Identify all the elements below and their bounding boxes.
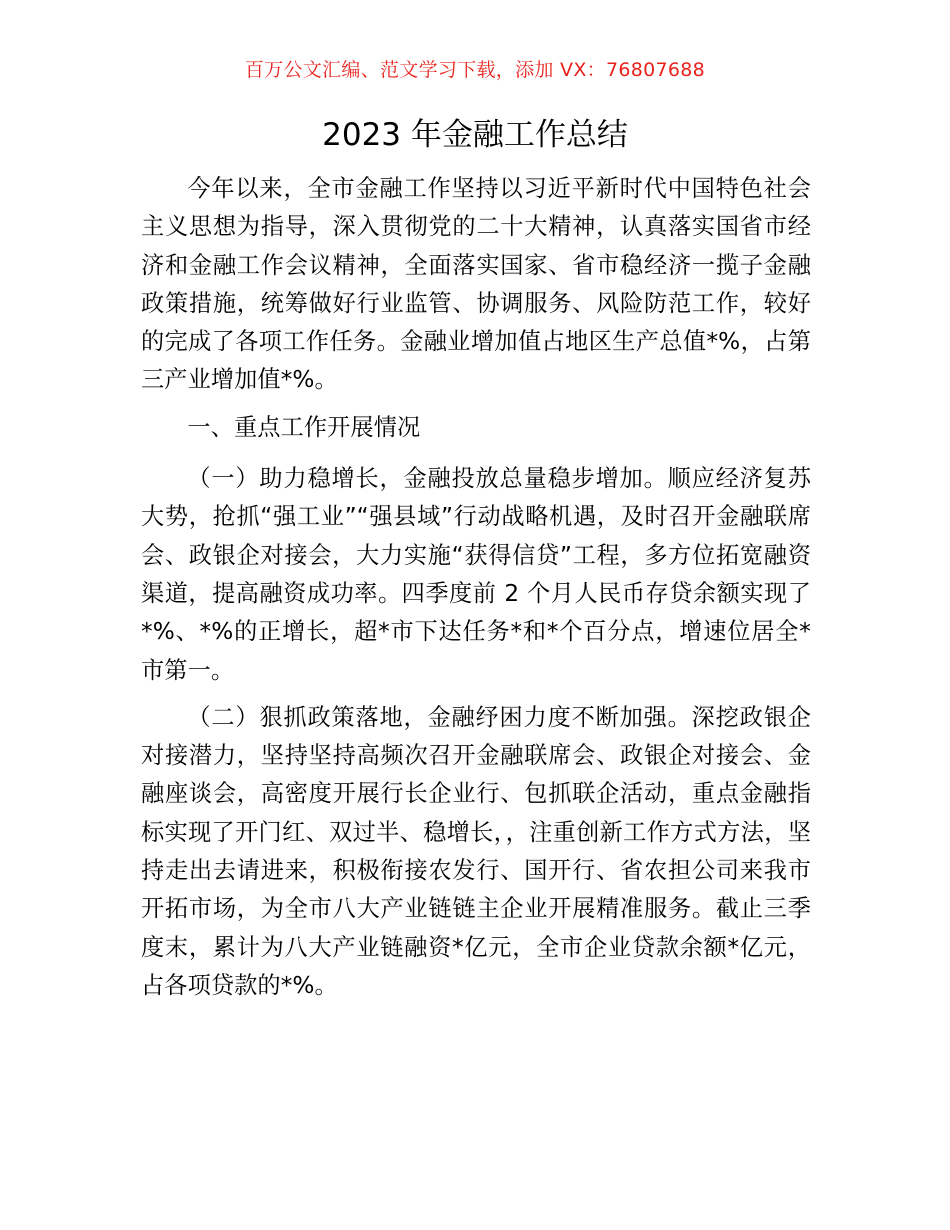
intro-paragraph: 今年以来，全市金融工作坚持以习近平新时代中国特色社会主义思想为指导，深入贯彻党的二十大精神，认真落实国省市经济和金融工作会议精神，全面落实国家、省市稳经济一揽子金融政策措施，统筹做好行业监管、协调服务、风险防范工作，较好的完成了各项工作任务。金融业增加值占地区生产总值*%，占第三产业增加值*%。 xyxy=(141,175,811,394)
document-title: 2023 年金融工作总结 xyxy=(322,117,628,153)
promo-banner: 百万公文汇编、范文学习下载，添加 VX：76807688 xyxy=(244,59,706,81)
section-heading: 一、重点工作开展情况 xyxy=(187,413,421,441)
body-paragraph: （二）狠抓政策落地，金融纾困力度不断加强。深挖政银企对接潜力，坚持坚持高频次召开金融联席会、政银企对接会、金融座谈会，高密度开展行长企业行、包抓联企活动，重点金融指标实现了开门红、双过半、稳增长，，注重创新工作方式方法，坚持走出去请进来，积极衔接农发行、国开行、省农担公司来我市开拓市场，为全市八大产业链链主企业开展精准服务。截止三季度末，累计为八大产业链融资*亿元，全市企业贷款余额*亿元，占各项贷款的*%。 xyxy=(141,703,811,999)
document-body xyxy=(141,170,811,1014)
body-paragraph: （一）助力稳增长，金融投放总量稳步增加。顺应经济复苏大势，抢抓“强工业”“强县域”行动战略机遇，及时召开金融联席会、政银企对接会，大力实施“获得信贷”工程，多方位拓宽融资渠道，提高融资成功率。四季度前 2 个月人民币存贷余额实现了*%、*%的正增长，超*市下达任务*和*个百分点，增速位居全*市第一。 xyxy=(141,465,811,684)
